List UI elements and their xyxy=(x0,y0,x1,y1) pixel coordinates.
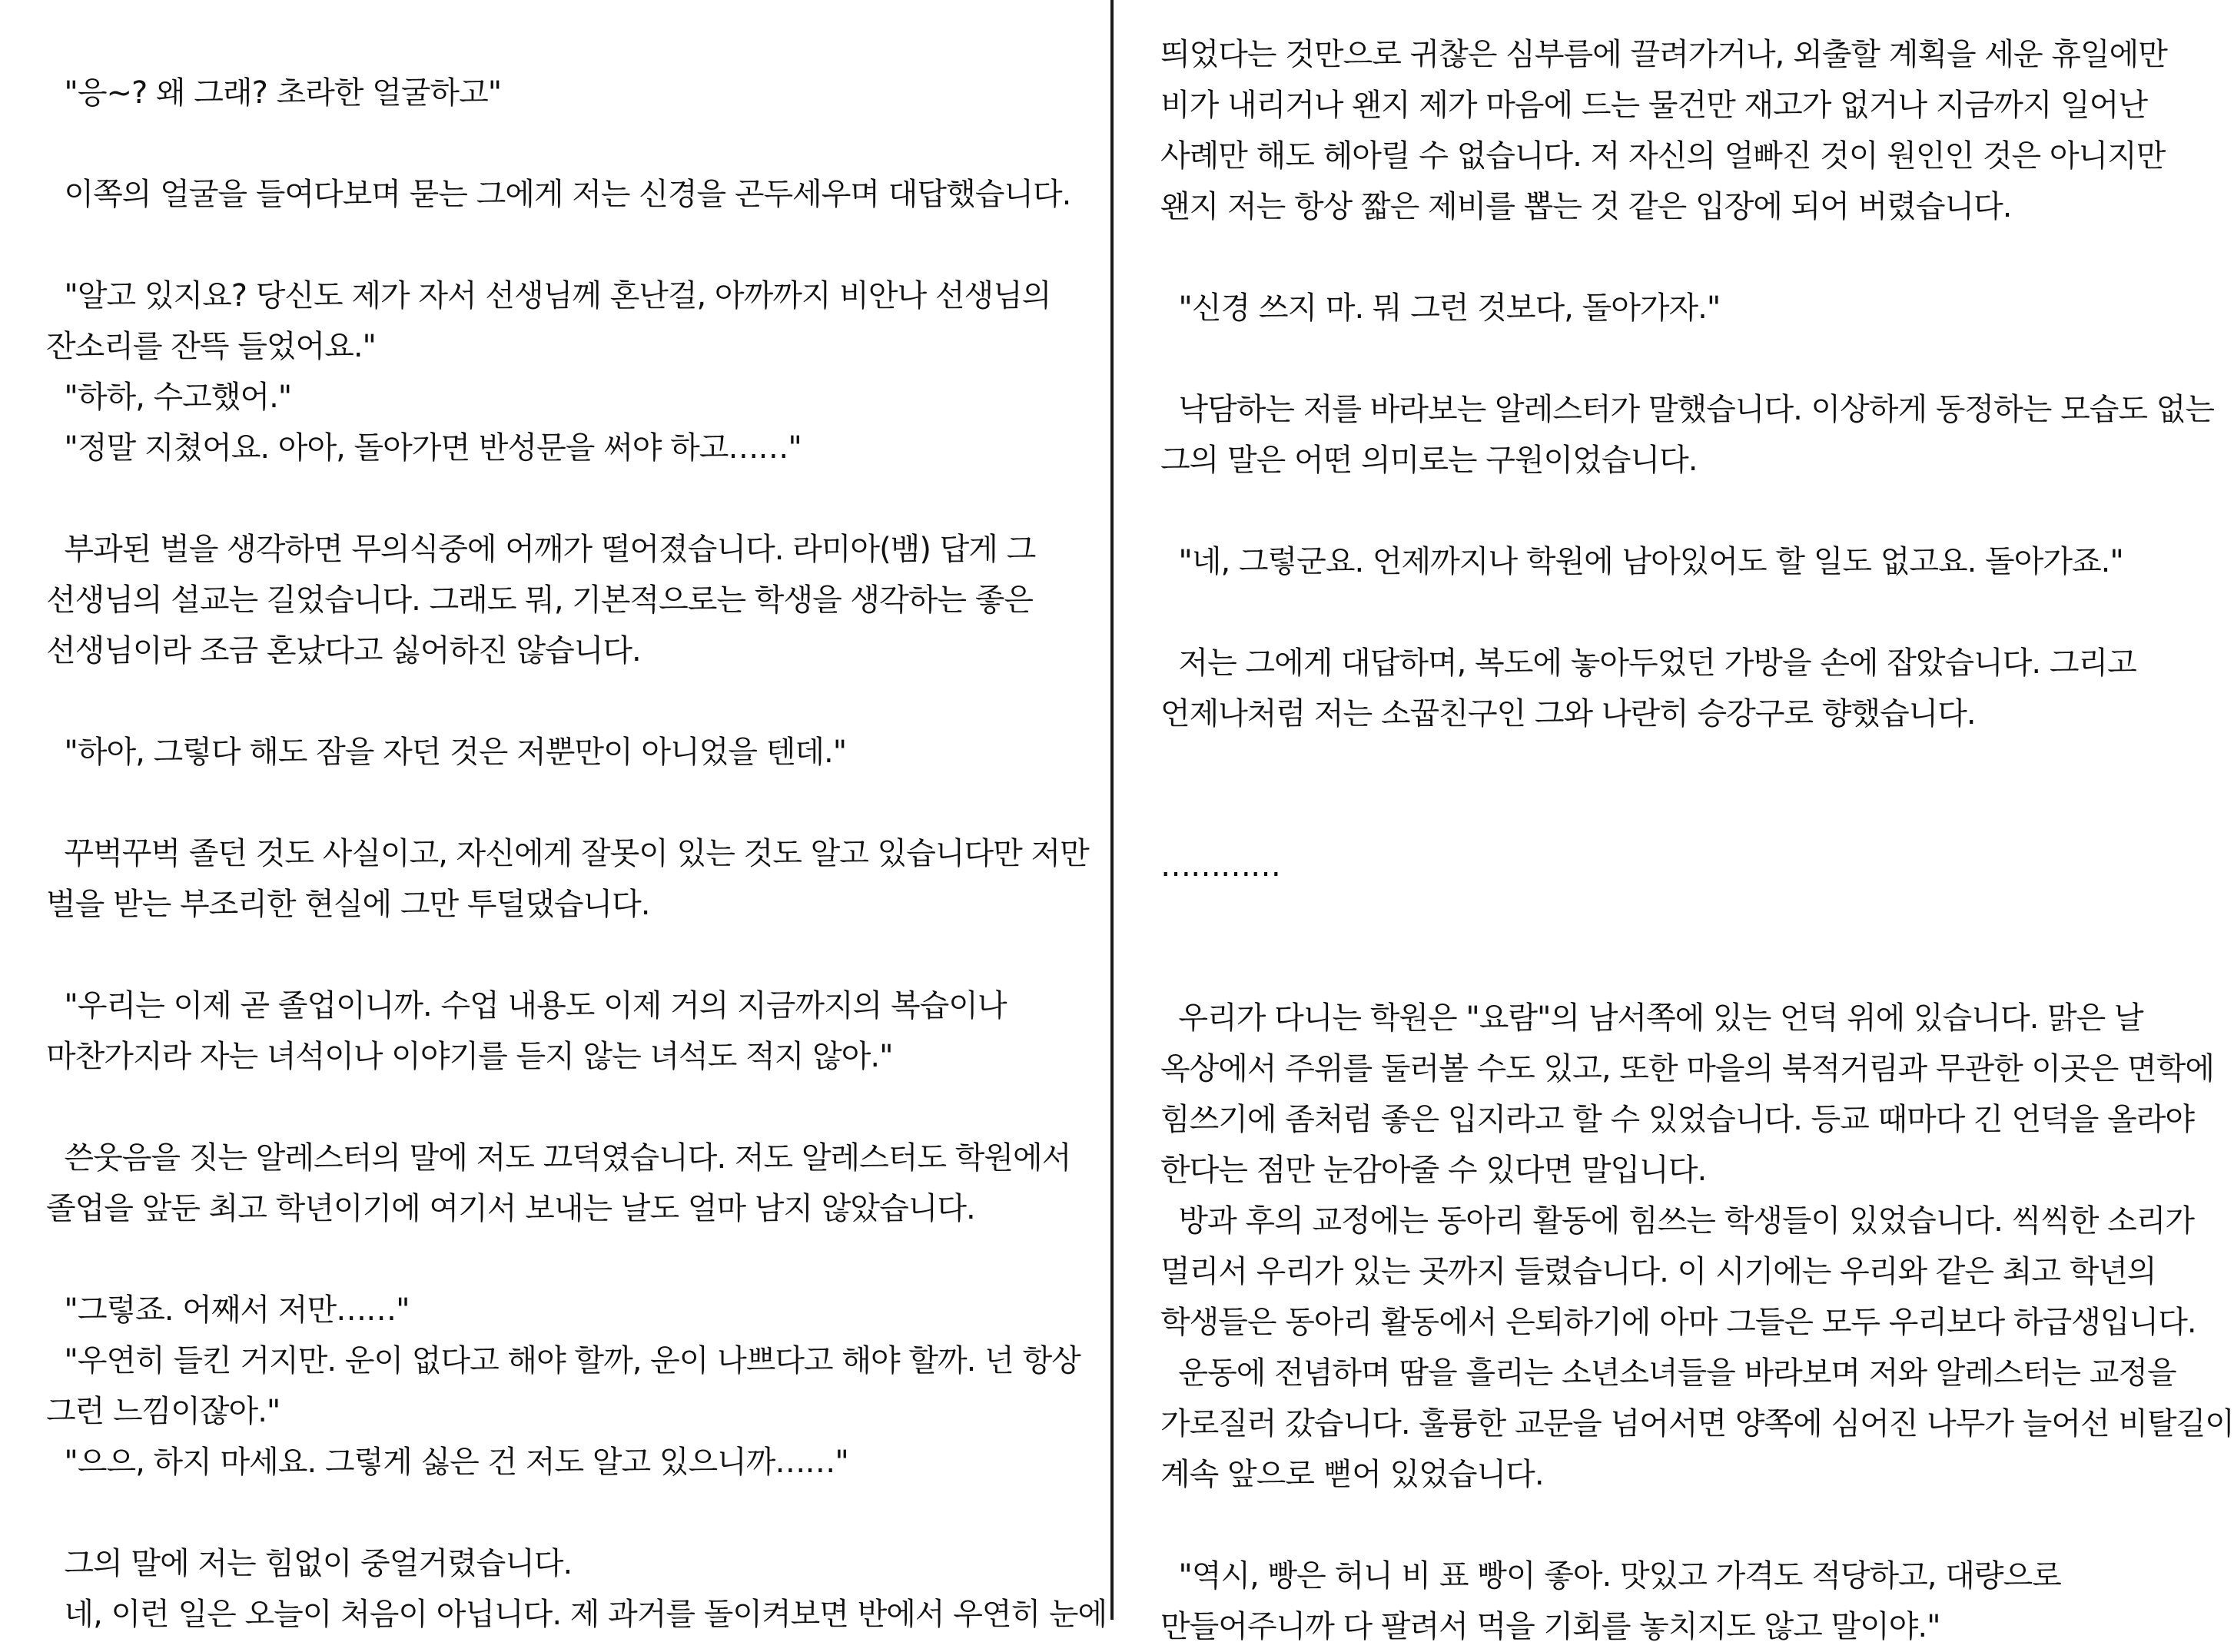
blank-line xyxy=(46,118,1081,169)
text-line: "하아, 그렇다 해도 잠을 자던 것은 저뿐만이 아니었을 텐데." xyxy=(46,735,847,770)
text-line: 학생들은 동아리 활동에서 은퇴하기에 아마 그들은 모두 우리보다 하급생입니다. xyxy=(1160,1305,2196,1340)
text-line: 옥상에서 주위를 둘러볼 수도 있고, 또한 마을의 북적거림과 무관한 이곳은 면학에 xyxy=(1160,1051,2214,1086)
text-line: 띄었다는 것만으로 귀찮은 심부름에 끌려가거나, 외출할 계획을 세운 휴일에만 xyxy=(1160,37,2167,72)
text-line: 이쪽의 얼굴을 들여다보며 묻는 그에게 저는 신경을 곤두세우며 대답했습니다. xyxy=(46,177,1071,212)
text-line: "하하, 수고했어." xyxy=(46,380,292,415)
text-line: "응~? 왜 그래? 초라한 얼굴하고" xyxy=(46,75,502,111)
blank-line xyxy=(1160,739,2183,790)
blank-line xyxy=(46,778,1081,828)
text-line: "정말 지쳤어요. 아아, 돌아가면 반성문을 써야 하고……" xyxy=(46,430,802,466)
text-line: "으으, 하지 마세요. 그렇게 싫은 건 저도 알고 있으니까……" xyxy=(46,1445,848,1480)
text-line: 비가 내리거나 왠지 제가 마음에 드는 물건만 재고가 없거나 지금까지 일어난 xyxy=(1160,88,2147,123)
text-line: 선생님이라 조금 혼났다고 싫어하진 않습니다. xyxy=(46,633,641,668)
scene-break: ………… xyxy=(1160,848,1280,884)
text-line: 만들어주니까 다 팔려서 먹을 기회를 놓치지도 않고 말이야." xyxy=(1160,1609,1940,1644)
text-line: 그런 느낌이잖아." xyxy=(46,1394,280,1429)
text-line: 마찬가지라 자는 녀석이나 이야기를 듣지 않는 녀석도 적지 않아." xyxy=(46,1039,893,1074)
right-page xyxy=(1114,0,2234,1644)
text-line: "알고 있지요? 당신도 제가 자서 선생님께 혼난걸, 아까까지 비안나 선생님의 xyxy=(46,278,1051,313)
blank-line xyxy=(1160,232,2183,283)
text-line: 힘쓰기에 좀처럼 좋은 입지라고 할 수 있었습니다. 등교 때마다 긴 언덕을 올라야 xyxy=(1160,1102,2195,1137)
text-line: 낙담하는 저를 바라보는 알레스터가 말했습니다. 이상하게 동정하는 모습도 없는 xyxy=(1160,392,2214,427)
text-line: 그의 말에 저는 힘없이 중얼거렸습니다. xyxy=(46,1546,573,1581)
text-line: 선생님의 설교는 길었습니다. 그래도 뭐, 기본적으로는 학생을 생각하는 좋은 xyxy=(46,582,1033,618)
blank-line xyxy=(1160,790,2183,841)
blank-line xyxy=(1160,486,2183,536)
text-line: "신경 쓰지 마. 뭐 그런 것보다, 돌아가자." xyxy=(1160,290,1721,326)
blank-line xyxy=(46,1082,1081,1133)
blank-line xyxy=(1160,942,2183,993)
text-line: 가로질러 갔습니다. 훌륭한 교문을 넘어서면 양쪽에 심어진 나무가 늘어선 비탈길이 xyxy=(1160,1406,2234,1441)
text-line: "우연히 들킨 거지만. 운이 없다고 해야 할까, 운이 나쁘다고 해야 할까. 넌 항상 xyxy=(46,1343,1080,1378)
text-line: 저는 그에게 대답하며, 복도에 놓아두었던 가방을 손에 잡았습니다. 그리고 xyxy=(1160,645,2136,681)
text-line: 운동에 전념하며 땀을 흘리는 소년소녀들을 바라보며 저와 알레스터는 교정을 xyxy=(1160,1355,2176,1391)
text-line: "우리는 이제 곧 졸업이니까. 수업 내용도 이제 거의 지금까지의 복습이나 xyxy=(46,988,1007,1023)
text-line: "역시, 빵은 허니 비 표 빵이 좋아. 맛있고 가격도 적당하고, 대량으로 xyxy=(1160,1558,2061,1594)
text-line: 멀리서 우리가 있는 곳까지 들렸습니다. 이 시기에는 우리와 같은 최고 학년의 xyxy=(1160,1254,2156,1289)
text-line: 잔소리를 잔뜩 들었어요." xyxy=(46,329,376,364)
blank-line xyxy=(46,676,1081,727)
blank-line xyxy=(46,473,1081,524)
text-line: 계속 앞으로 뻗어 있었습니다. xyxy=(1160,1457,1544,1492)
blank-line xyxy=(46,1234,1081,1285)
blank-line xyxy=(1160,333,2183,384)
text-line: 그의 말은 어떤 의미로는 구원이었습니다. xyxy=(1160,443,1698,478)
text-line: 우리가 다니는 학원은 "요람"의 남서쪽에 있는 언덕 위에 있습니다. 맑은 날 xyxy=(1160,1000,2143,1036)
blank-line xyxy=(1160,891,2183,942)
text-line: 사례만 해도 헤아릴 수 없습니다. 저 자신의 얼빠진 것이 원인인 것은 아니지만 xyxy=(1160,138,2166,174)
text-line: 언제나처럼 저는 소꿉친구인 그와 나란히 승강구로 향했습니다. xyxy=(1160,696,1976,731)
blank-line xyxy=(1160,587,2183,638)
text-line: 졸업을 앞둔 최고 학년이기에 여기서 보내는 날도 얼마 남지 않았습니다. xyxy=(46,1191,975,1226)
left-page xyxy=(0,0,1112,1632)
blank-line xyxy=(46,220,1081,270)
text-line: "네, 그렇군요. 언제까지나 학원에 남아있어도 할 일도 없고요. 돌아가죠." xyxy=(1160,544,2123,579)
text-line: 벌을 받는 부조리한 현실에 그만 투덜댔습니다. xyxy=(46,887,650,922)
text-line: 네, 이런 일은 오늘이 처음이 아닙니다. 제 과거를 돌이켜보면 반에서 우연히 눈에 xyxy=(46,1597,1107,1632)
blank-line xyxy=(46,930,1081,980)
text-line: 쓴웃음을 짓는 알레스터의 말에 저도 끄덕였습니다. 저도 알레스터도 학원에서 xyxy=(46,1140,1071,1176)
text-line: 왠지 저는 항상 짧은 제비를 뽑는 것 같은 입장에 되어 버렸습니다. xyxy=(1160,189,2012,224)
page-divider xyxy=(1110,0,1114,1620)
blank-line xyxy=(46,1488,1081,1538)
blank-line xyxy=(1160,1500,2183,1551)
text-line: 방과 후의 교정에는 동아리 활동에 힘쓰는 학생들이 있었습니다. 씩씩한 소리가 xyxy=(1160,1203,2195,1239)
text-line: 부과된 벌을 생각하면 무의식중에 어깨가 떨어졌습니다. 라미아(뱀) 답게 그 xyxy=(46,532,1036,567)
text-line: 꾸벅꾸벅 졸던 것도 사실이고, 자신에게 잘못이 있는 것도 알고 있습니다만 저만 xyxy=(46,836,1089,871)
text-line: 한다는 점만 눈감아줄 수 있다면 말입니다. xyxy=(1160,1153,1707,1188)
text-line: "그렇죠. 어째서 저만……" xyxy=(46,1292,410,1328)
